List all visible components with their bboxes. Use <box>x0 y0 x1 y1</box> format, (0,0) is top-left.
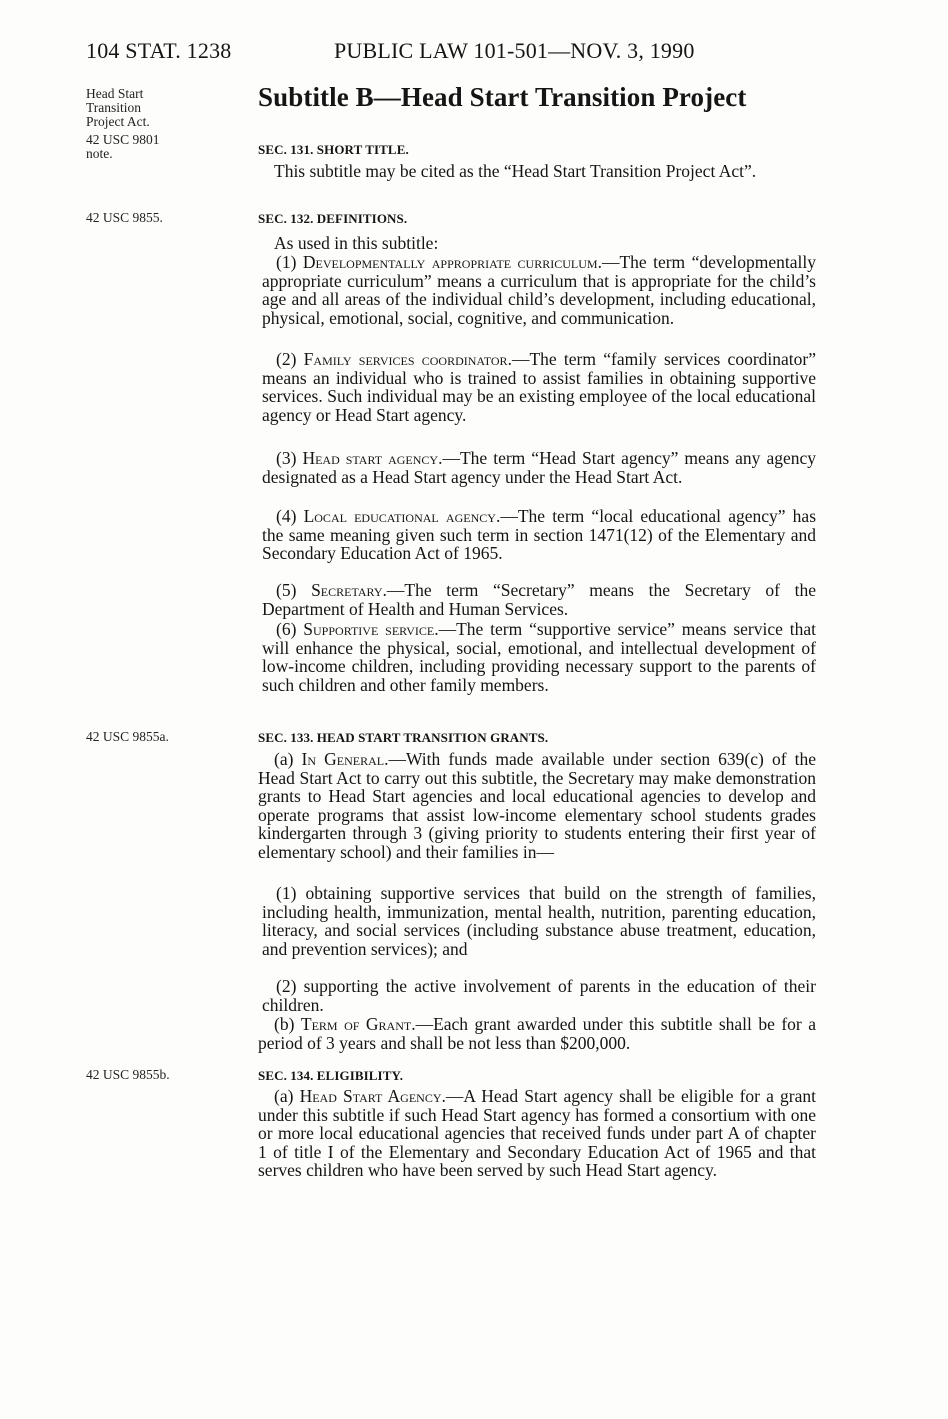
definition-number: (3) <box>276 448 303 468</box>
margin-note-9855: 42 USC 9855. <box>86 210 163 225</box>
definition-6 <box>262 620 816 694</box>
running-title: PUBLIC LAW 101-501—NOV. 3, 1990 <box>334 38 695 63</box>
definition-term: Family services coordinator <box>303 349 508 369</box>
margin-note-line: Transition <box>86 100 142 115</box>
sec-131-heading: SEC. 131. SHORT TITLE. <box>258 142 409 157</box>
sec-132-intro: As used in this subtitle: <box>274 233 439 253</box>
sec-133-item-2: (2) supporting the active involvement of parents in the education of their children. <box>262 976 816 1015</box>
definition-text: .—The term “family services coordinator” means an individual who is trained to assist families in obtaining supportive services. Such individual may be an existing employee of the local educational agency or Head Start agency. <box>262 349 816 425</box>
margin-note-9855a: 42 USC 9855a. <box>86 729 169 744</box>
subtitle-heading: Subtitle B—Head Start Transition Project <box>258 82 747 112</box>
sec-133-item-1: (1) obtaining supportive services that build on the strength of families, including health, immunization, mental health, nutrition, parenting education, literacy, and social services (including substance abuse treatment, education, and prevention services); and <box>262 883 816 959</box>
subsection-number: (b) <box>274 1014 301 1034</box>
page-reference: 104 STAT. 1238 <box>86 38 232 63</box>
definition-text: .—The term “local educational agency” has the same meaning given such term in section 1471(12) of the Elementary and Secondary Education Act of 1965. <box>262 506 817 564</box>
sec-132-heading: SEC. 132. DEFINITIONS. <box>258 211 408 226</box>
sec-134-heading: SEC. 134. ELIGIBILITY. <box>258 1068 404 1083</box>
definition-text: .—The term “developmentally appropriate curriculum” means a curriculum that is appropriate for the child’s age and all areas of the individual child’s development, including educational, physical, emotional, social, cognitive, and communication. <box>262 252 817 328</box>
definition-term: Supportive service <box>303 619 435 639</box>
subsection-number: (a) <box>274 1086 300 1106</box>
sec-134-subsection-a <box>258 1087 816 1180</box>
margin-note-line: Project Act. <box>86 114 150 129</box>
definition-term: Local educational agency <box>303 506 496 526</box>
subsection-number: (a) <box>274 749 302 769</box>
definition-term: Developmentally appropriate curriculum <box>302 252 598 272</box>
definition-2 <box>262 350 816 424</box>
definition-4 <box>262 507 816 563</box>
subsection-text: .—A Head Start agency shall be eligible for a grant under this subtitle if such Head Start agency has formed a consortium with one or more local educational agencies that received funds under part A of chapter 1 of title I of the Elementary and Secondary Education Act of 1965 and that serves children who have been served by such Head Start agency. <box>258 1086 816 1181</box>
definition-text: .—The term “Secretary” means the Secretary of the Department of Health and Human Services. <box>262 580 817 619</box>
sec-131-text: This subtitle may be cited as the “Head Start Transition Project Act”. <box>274 161 757 181</box>
definition-term: Secretary <box>311 580 383 600</box>
definition-text: .—The term “supportive service” means service that will enhance the physical, social, emotional, and intellectual development of low-income children, including providing necessary support to the parents of such children and other family members. <box>262 619 817 695</box>
definition-text: .—The term “Head Start agency” means any agency designated as a Head Start agency under the Head Start Act. <box>262 448 817 487</box>
definition-number: (1) <box>276 252 303 272</box>
margin-note-line: 42 USC 9801 <box>86 132 160 147</box>
sec-133-subsection-b <box>258 1015 816 1052</box>
margin-note-line: note. <box>86 146 113 161</box>
margin-note-9855b: 42 USC 9855b. <box>86 1067 170 1082</box>
subsection-text: .—With funds made available under section 639(c) of the Head Start Act to carry out this subtitle, the Secretary may make demonstration grants to Head Start agencies and local educational agencies to develop and operate programs that assist low-income elementary school students grades kindergarten through 3 (giving priority to students entering their first year of elementary school) and their families in— <box>258 749 816 862</box>
definition-number: (5) <box>276 580 312 600</box>
margin-note-line: Head Start <box>86 86 144 101</box>
definition-5 <box>262 581 816 618</box>
definition-number: (6) <box>276 619 304 639</box>
definition-number: (2) <box>276 349 304 369</box>
margin-note-act <box>86 87 160 161</box>
subsection-text: .—Each grant awarded under this subtitle shall be for a period of 3 years and shall be not less than $200,000. <box>258 1014 816 1053</box>
subsection-term: In General <box>301 749 385 769</box>
subsection-term: Term of Grant <box>300 1014 412 1034</box>
definition-number: (4) <box>276 506 304 526</box>
sec-133-heading: SEC. 133. HEAD START TRANSITION GRANTS. <box>258 730 549 745</box>
sec-133-subsection-a <box>258 750 816 862</box>
definition-term: Head start agency <box>302 448 439 468</box>
definition-1 <box>262 253 816 327</box>
subsection-term: Head Start Agency <box>299 1086 442 1106</box>
definition-3 <box>262 449 816 486</box>
